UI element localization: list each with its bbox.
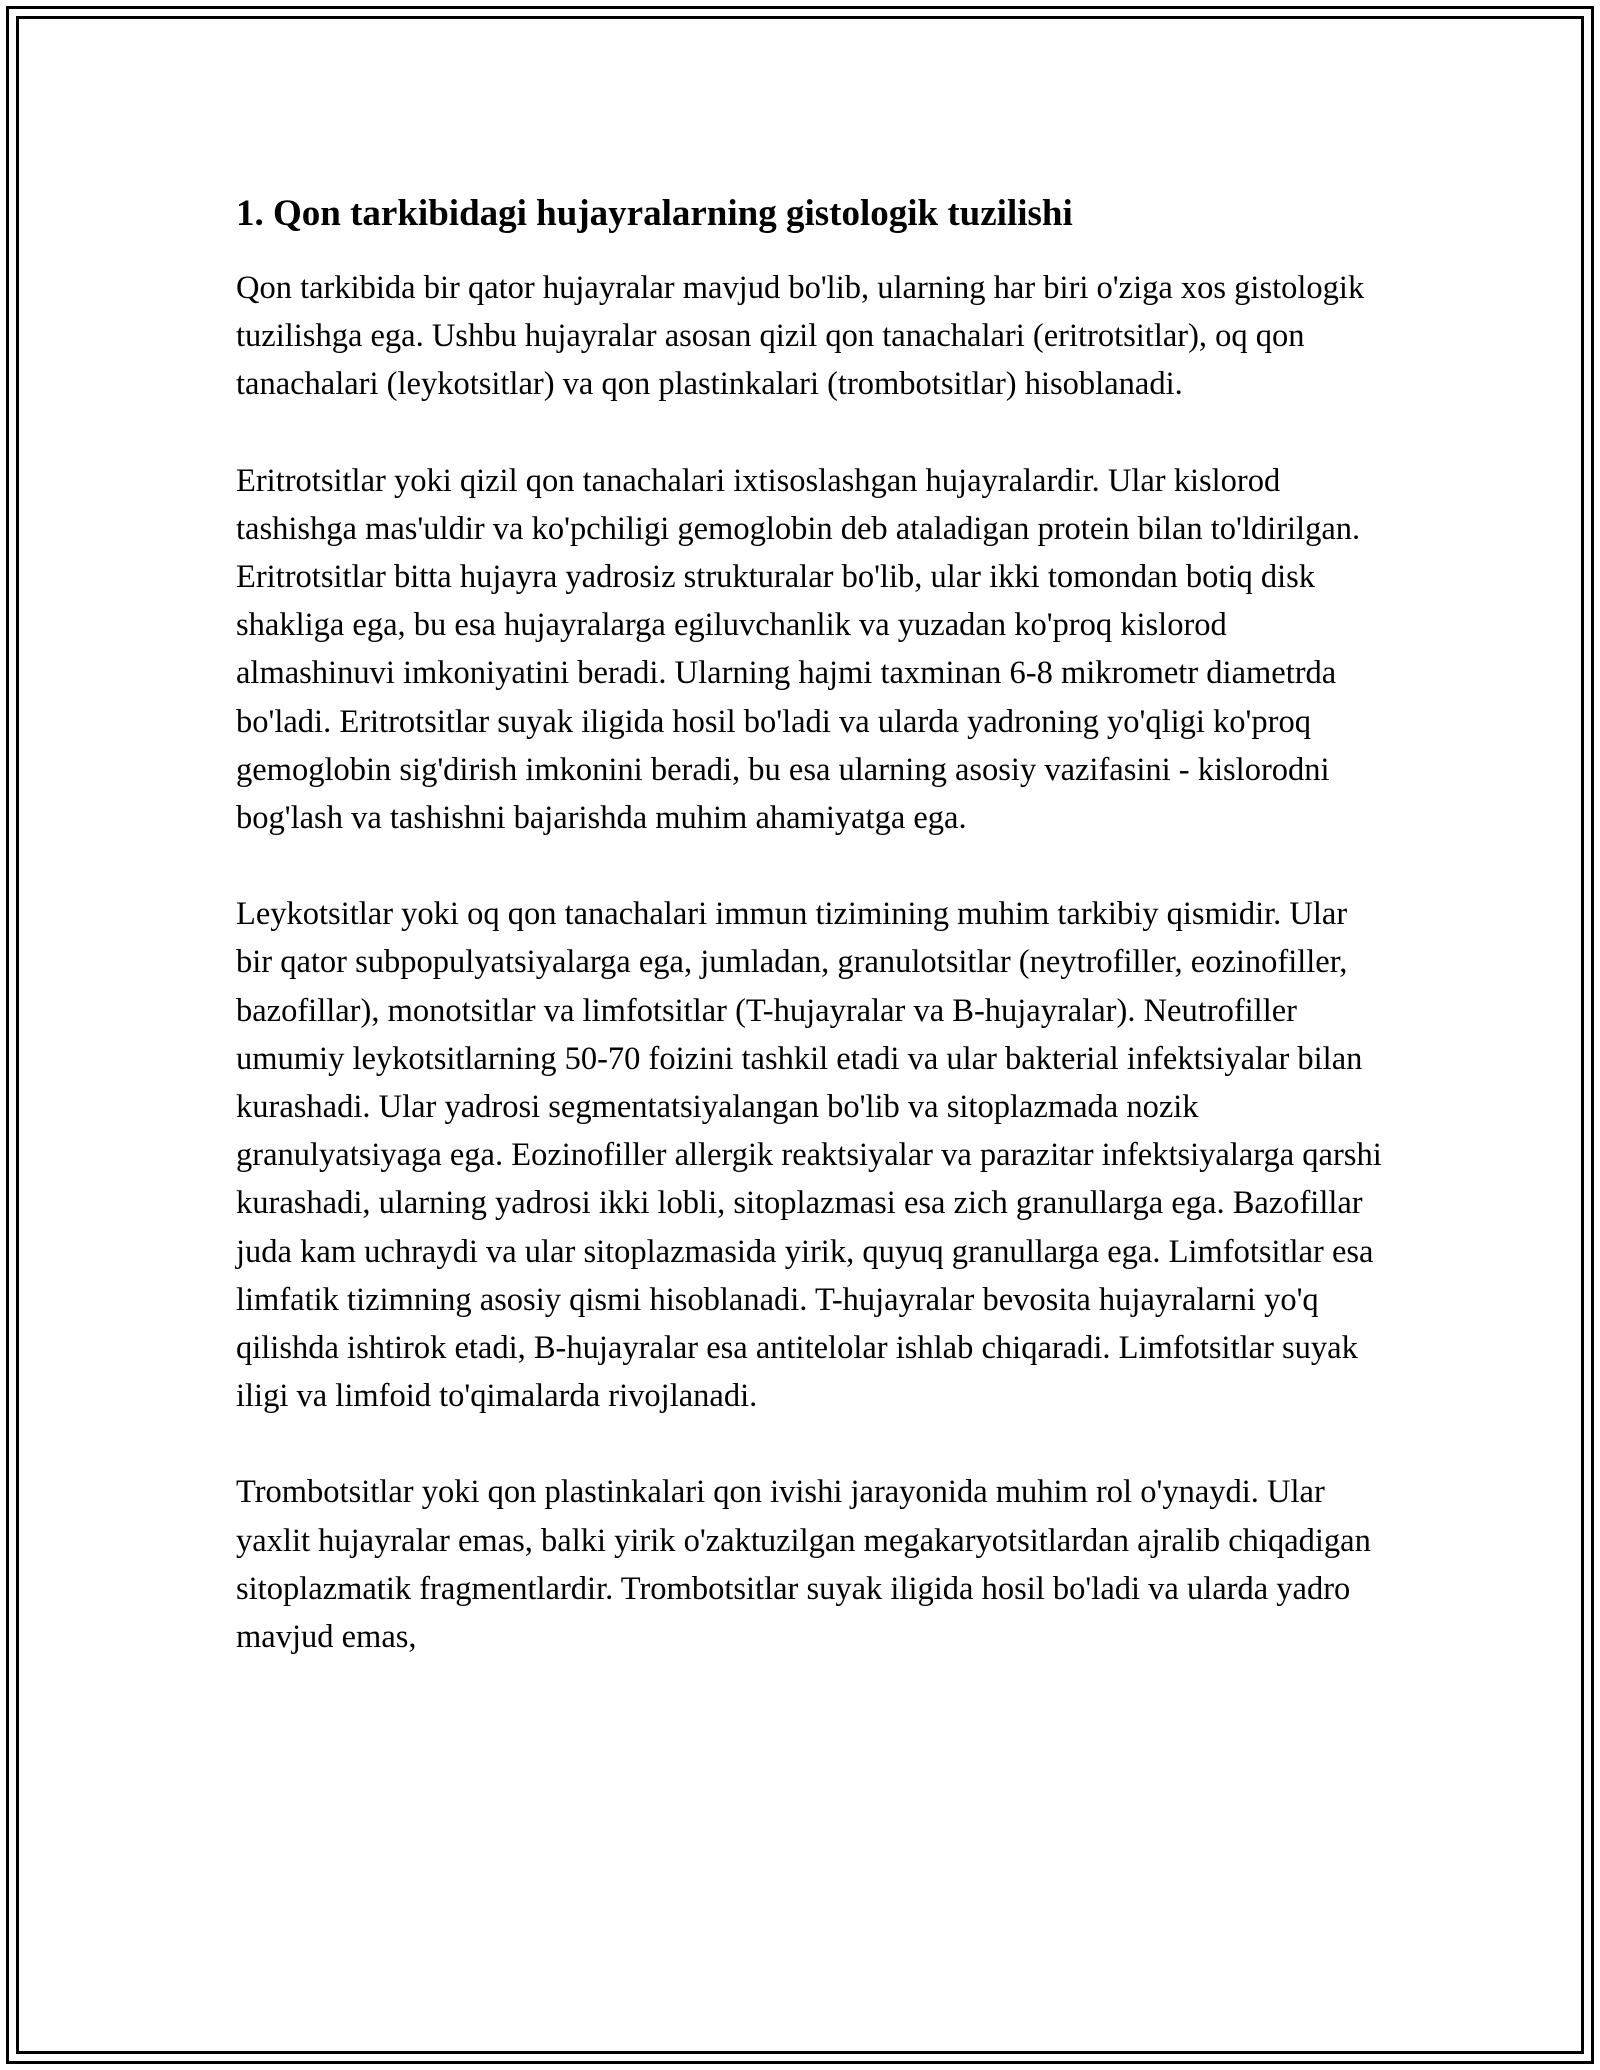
section-heading: 1. Qon tarkibidagi hujayralarning gistologik tuzilishi xyxy=(236,193,1073,234)
paragraph-erythrocytes: Eritrotsitlar yoki qizil qon tanachalari ixtisoslashgan hujayralardir. Ular kislorod tashishga mas'uldir va ko'pchiligi gemoglobin deb ataladigan protein bilan to'ldirilgan. Eritrotsitlar bitta hujayra yadrosiz strukturalar bo'lib, ular ikki tomondan botiq disk shakliga ega, bu esa hujayralarga egiluvchanlik va yuzadan ko'proq kislorod almashinuvi imkoniyatini beradi. Ularning hajmi taxminan 6-8 mikrometr diametrda bo'ladi. Eritrotsitlar suyak iligida hosil bo'ladi va ularda yadroning yo'qligi ko'proq gemoglobin sig'dirish imkonini beradi, bu esa ularning asosiy vazifasini - kislorodni bog'lash va tashishni bajarishda muhim ahamiyatga ega. xyxy=(236,462,1361,837)
paragraph-intro: Qon tarkibida bir qator hujayralar mavjud bo'lib, ularning har biri o'ziga xos gistologik tuzilishga ega. Ushbu hujayralar asosan qizil qon tanachalari (eritrotsitlar), oq qon tanachalari (leykotsitlar) va qon plastinkalari (trombotsitlar) hisoblanadi. xyxy=(236,270,1365,403)
paragraph-thrombocytes: Trombotsitlar yoki qon plastinkalari qon ivishi jarayonida muhim rol o'ynaydi. Ular yaxlit hujayralar emas, balki yirik o'zaktuzilgan megakaryotsitlardan ajralib chiqadigan sitoplazmatik fragmentlardir. Trombotsitlar suyak iligida hosil bo'ladi va ularda yadro mavjud emas, xyxy=(236,1474,1371,1656)
document-body xyxy=(236,188,1386,1709)
paragraph-leukocytes: Leykotsitlar yoki oq qon tanachalari immun tizimining muhim tarkibiy qismidir. Ular bir qator subpopulyatsiyalarga ega, jumladan, granulotsitlar (neytrofiller, eozinofiller, bazofillar), monotsitlar va limfotsitlar (T-hujayralar va B-hujayralar). Neutrofiller umumiy leykotsitlarning 50-70 foizini tashkil etadi va ular bakterial infektsiyalar bilan kurashadi. Ular yadrosi segmentatsiyalangan bo'lib va sitoplazmada nozik granulyatsiyaga ega. Eozinofiller allergik reaktsiyalar va parazitar infektsiyalarga qarshi kurashadi, ularning yadrosi ikki lobli, sitoplazmasi esa zich granullarga ega. Bazofillar juda kam uchraydi va ular sitoplazmasida yirik, quyuq granullarga ega. Limfotsitlar esa limfatik tizimning asosiy qismi hisoblanadi. T-hujayralar bevosita hujayralarni yo'q qilishda ishtirok etadi, B-hujayralar esa antitelolar ishlab chiqaradi. Limfotsitlar suyak iligi va limfoid to'qimalarda rivojlanadi. xyxy=(236,896,1382,1415)
